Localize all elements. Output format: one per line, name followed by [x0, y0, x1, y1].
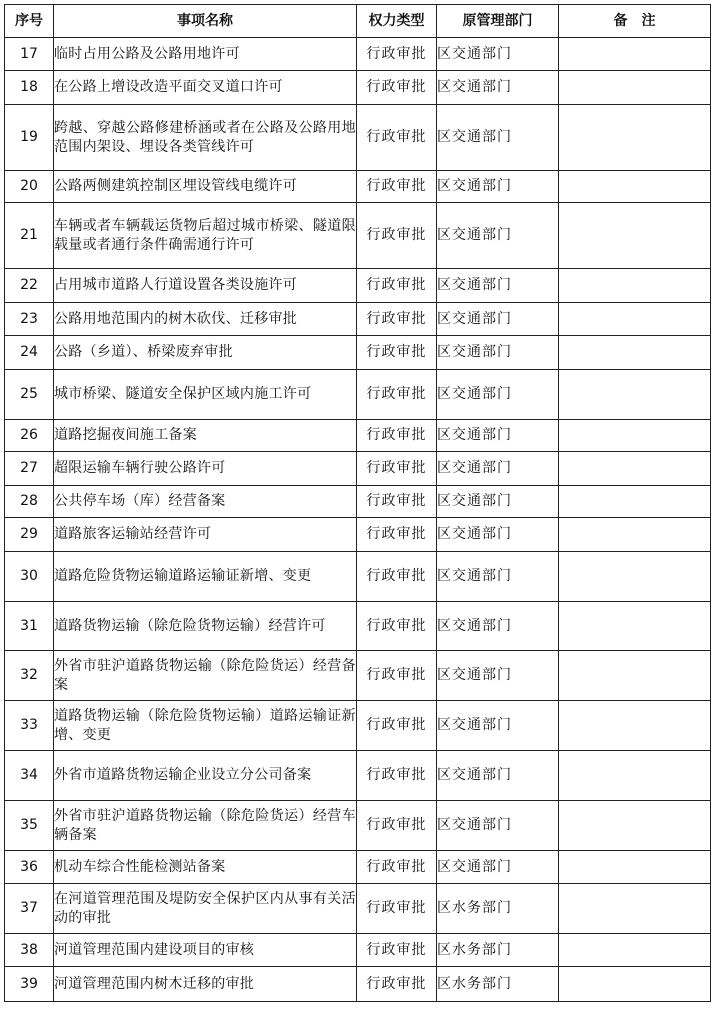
table-row: [5, 518, 711, 552]
table-row: [5, 370, 711, 420]
power-type: 行政审批: [357, 934, 437, 967]
row-number: 34: [5, 751, 54, 801]
table-row: [5, 269, 711, 303]
remarks: [559, 518, 711, 552]
department: 区交通部门: [437, 71, 559, 105]
item-name: 河道管理范围内建设项目的审核: [54, 934, 357, 967]
power-type: 行政审批: [357, 171, 437, 203]
approval-items-table: [4, 4, 711, 1002]
remarks: [559, 303, 711, 336]
department: 区交通部门: [437, 486, 559, 518]
item-name: 道路旅客运输站经营许可: [54, 518, 357, 552]
department: 区交通部门: [437, 303, 559, 336]
row-number: 23: [5, 303, 54, 336]
department: 区交通部门: [437, 38, 559, 71]
remarks: [559, 934, 711, 967]
table-row: [5, 71, 711, 105]
item-name: 超限运输车辆行驶公路许可: [54, 452, 357, 486]
item-name: 在河道管理范围及堤防安全保护区内从事有关活动的审批: [54, 884, 357, 934]
power-type: 行政审批: [357, 303, 437, 336]
table-row: [5, 171, 711, 203]
remarks: [559, 701, 711, 751]
power-type: 行政审批: [357, 967, 437, 1002]
power-type: 行政审批: [357, 370, 437, 420]
remarks: [559, 801, 711, 851]
department: 区交通部门: [437, 701, 559, 751]
remarks: [559, 171, 711, 203]
table-body: [5, 38, 711, 1002]
item-name: 外省市驻沪道路货物运输（除危险货运）经营备案: [54, 651, 357, 701]
row-number: 33: [5, 701, 54, 751]
row-number: 30: [5, 552, 54, 602]
row-number: 38: [5, 934, 54, 967]
table-row: [5, 420, 711, 452]
department: 区交通部门: [437, 801, 559, 851]
remarks: [559, 967, 711, 1002]
department: 区水务部门: [437, 934, 559, 967]
remarks: [559, 420, 711, 452]
power-type: 行政审批: [357, 801, 437, 851]
item-name: 道路挖掘夜间施工备案: [54, 420, 357, 452]
power-type: 行政审批: [357, 701, 437, 751]
item-name: 河道管理范围内树木迁移的审批: [54, 967, 357, 1002]
department: 区交通部门: [437, 370, 559, 420]
row-number: 19: [5, 105, 54, 171]
row-number: 31: [5, 602, 54, 651]
remarks: [559, 105, 711, 171]
item-name: 占用城市道路人行道设置各类设施许可: [54, 269, 357, 303]
row-number: 26: [5, 420, 54, 452]
item-name: 道路货物运输（除危险货物运输）道路运输证新增、变更: [54, 701, 357, 751]
item-name: 临时占用公路及公路用地许可: [54, 38, 357, 71]
table-row: [5, 651, 711, 701]
row-number: 32: [5, 651, 54, 701]
power-type: 行政审批: [357, 518, 437, 552]
item-name: 公共停车场（库）经营备案: [54, 486, 357, 518]
table-row: [5, 303, 711, 336]
remarks: [559, 269, 711, 303]
item-name: 道路货物运输（除危险货物运输）经营许可: [54, 602, 357, 651]
table-row: [5, 105, 711, 171]
item-name: 道路危险货物运输道路运输证新增、变更: [54, 552, 357, 602]
table-row: [5, 486, 711, 518]
row-number: 22: [5, 269, 54, 303]
item-name: 机动车综合性能检测站备案: [54, 851, 357, 884]
remarks: [559, 370, 711, 420]
row-number: 28: [5, 486, 54, 518]
department: 区交通部门: [437, 269, 559, 303]
power-type: 行政审批: [357, 452, 437, 486]
table-row: [5, 751, 711, 801]
department: 区交通部门: [437, 651, 559, 701]
remarks: [559, 751, 711, 801]
table-row: [5, 552, 711, 602]
remarks: [559, 851, 711, 884]
header-note: 备 注: [559, 5, 711, 38]
item-name: 公路两侧建筑控制区埋设管线电缆许可: [54, 171, 357, 203]
item-name: 公路用地范围内的树木砍伐、迁移审批: [54, 303, 357, 336]
remarks: [559, 552, 711, 602]
department: 区交通部门: [437, 171, 559, 203]
row-number: 24: [5, 336, 54, 370]
department: 区交通部门: [437, 518, 559, 552]
department: 区交通部门: [437, 336, 559, 370]
header-no: 序号: [5, 5, 54, 38]
remarks: [559, 486, 711, 518]
power-type: 行政审批: [357, 486, 437, 518]
power-type: 行政审批: [357, 420, 437, 452]
remarks: [559, 336, 711, 370]
row-number: 25: [5, 370, 54, 420]
table-row: [5, 203, 711, 269]
table-row: [5, 851, 711, 884]
row-number: 29: [5, 518, 54, 552]
remarks: [559, 884, 711, 934]
item-name: 外省市道路货物运输企业设立分公司备案: [54, 751, 357, 801]
table-row: [5, 884, 711, 934]
department: 区交通部门: [437, 452, 559, 486]
table-row: [5, 602, 711, 651]
remarks: [559, 602, 711, 651]
table-row: [5, 967, 711, 1002]
header-dept: 原管理部门: [437, 5, 559, 38]
row-number: 36: [5, 851, 54, 884]
department: 区水务部门: [437, 884, 559, 934]
department: 区交通部门: [437, 851, 559, 884]
item-name: 跨越、穿越公路修建桥涵或者在公路及公路用地范围内架设、埋设各类管线许可: [54, 105, 357, 171]
table-row: [5, 38, 711, 71]
row-number: 18: [5, 71, 54, 105]
table-header-row: [5, 5, 711, 38]
table-row: [5, 934, 711, 967]
power-type: 行政审批: [357, 602, 437, 651]
remarks: [559, 203, 711, 269]
power-type: 行政审批: [357, 884, 437, 934]
row-number: 37: [5, 884, 54, 934]
power-type: 行政审批: [357, 336, 437, 370]
row-number: 20: [5, 171, 54, 203]
row-number: 21: [5, 203, 54, 269]
header-name: 事项名称: [54, 5, 357, 38]
power-type: 行政审批: [357, 651, 437, 701]
department: 区交通部门: [437, 203, 559, 269]
power-type: 行政审批: [357, 851, 437, 884]
remarks: [559, 452, 711, 486]
table-row: [5, 701, 711, 751]
remarks: [559, 38, 711, 71]
header-type: 权力类型: [357, 5, 437, 38]
item-name: 城市桥梁、隧道安全保护区域内施工许可: [54, 370, 357, 420]
item-name: 公路（乡道）、桥梁废弃审批: [54, 336, 357, 370]
item-name: 外省市驻沪道路货物运输（除危险货运）经营车辆备案: [54, 801, 357, 851]
table-row: [5, 452, 711, 486]
department: 区交通部门: [437, 552, 559, 602]
remarks: [559, 651, 711, 701]
item-name: 在公路上增设改造平面交叉道口许可: [54, 71, 357, 105]
remarks: [559, 71, 711, 105]
table-row: [5, 801, 711, 851]
department: 区交通部门: [437, 420, 559, 452]
power-type: 行政审批: [357, 203, 437, 269]
power-type: 行政审批: [357, 38, 437, 71]
power-type: 行政审批: [357, 71, 437, 105]
department: 区交通部门: [437, 105, 559, 171]
row-number: 35: [5, 801, 54, 851]
row-number: 39: [5, 967, 54, 1002]
table-row: [5, 336, 711, 370]
department: 区交通部门: [437, 602, 559, 651]
power-type: 行政审批: [357, 269, 437, 303]
row-number: 17: [5, 38, 54, 71]
item-name: 车辆或者车辆载运货物后超过城市桥梁、隧道限载量或者通行条件确需通行许可: [54, 203, 357, 269]
department: 区交通部门: [437, 751, 559, 801]
power-type: 行政审批: [357, 751, 437, 801]
power-type: 行政审批: [357, 105, 437, 171]
department: 区水务部门: [437, 967, 559, 1002]
power-type: 行政审批: [357, 552, 437, 602]
row-number: 27: [5, 452, 54, 486]
